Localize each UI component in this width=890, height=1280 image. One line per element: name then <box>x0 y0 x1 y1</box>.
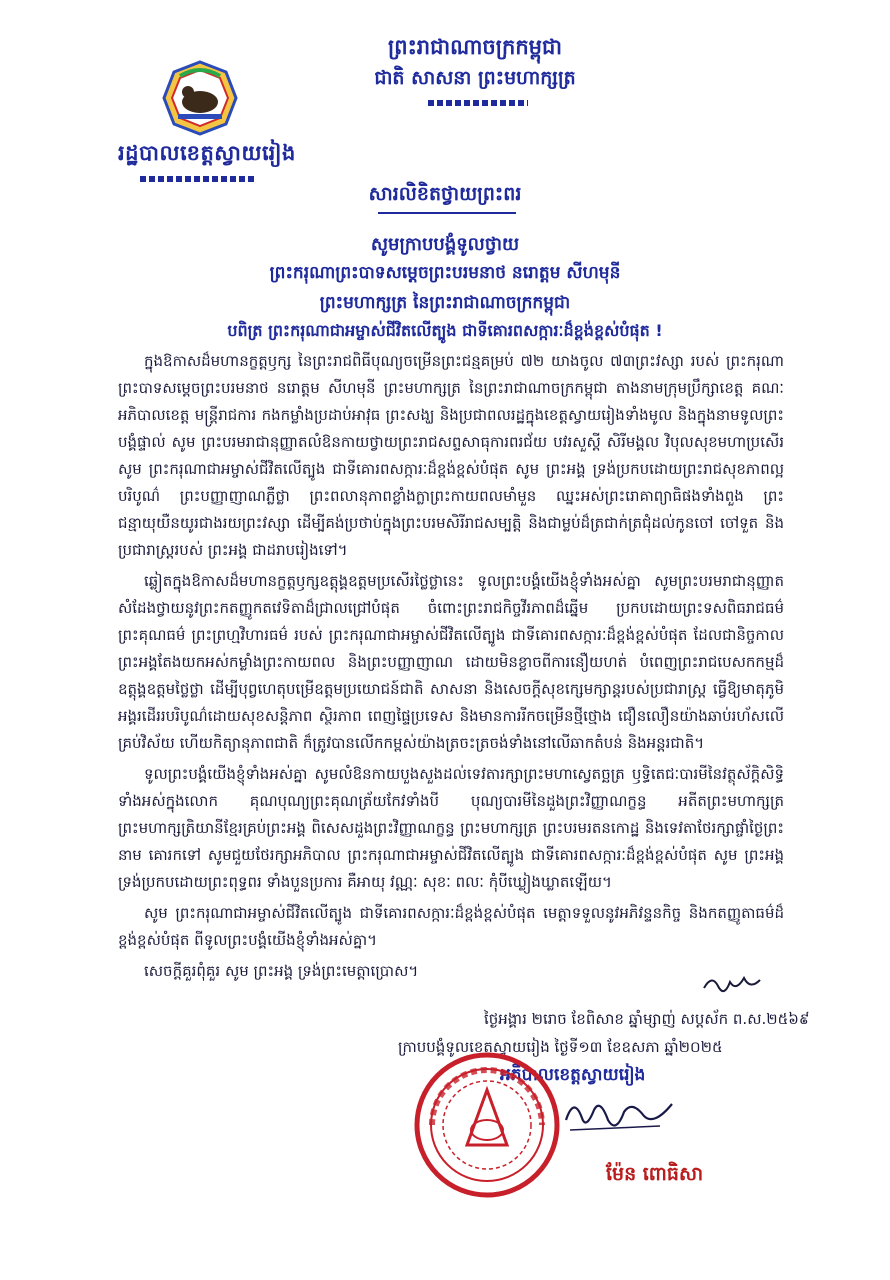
salutation-line-4: បពិត្រ ព្រះករុណាជាអម្ចាស់ជីវិតលើត្បូង ជាទីគោរពសក្ការៈដ៏ខ្ពង់ខ្ពស់បំផុត ! <box>227 321 663 340</box>
signer-title: អភិបាលខេត្តស្វាយរៀង <box>500 1065 646 1085</box>
document-title: សារលិខិតថ្វាយព្រះពរ <box>368 183 522 205</box>
kingdom-heading: ព្រះរាជាណាចក្រកម្ពុជា <box>387 35 562 59</box>
paragraph-2: ឆ្លៀតក្នុងឱកាសដ៏មហានក្ខត្តឫក្សឧត្តុង្គឧត្តមប្រសើរថ្លៃថ្លានេះ ទូលព្រះបង្គំយើងខ្ញុំទាំងអស់គ្នា សូមព្រះបរមរាជានុញ្ញាត សំដែងថ្វាយនូវព្រះកតញ្ញូកតវេទិតាដ៏ជ្រាលជ្រៅបំផុត ចំពោះព្រះរាជកិច្ចវីរភាពដ៏ឆ្នើម ប្រកបដោយព្រះទសពិធរាជធម៌ ព្រះគុណធម៌ ព្រះព្រហ្មវិហារធម៌ របស់ ព្រះករុណាជាអម្ចាស់ជីវិតលើត្បូង ជាទីគោរពសក្ការៈដ៏ខ្ពង់ខ្ពស់បំផុត ដែលជានិច្ចកាលព្រះអង្គតែងយកអស់កម្លាំងព្រះកាយពល និងព្រះបញ្ញាញាណ ដោយមិនខ្លាចពីការនឿយហត់ បំពេញព្រះរាជបេសកកម្មដ៏ឧត្តុង្គឧត្តមថ្លៃថ្លា ដើម្បីបុព្វហេតុបម្រើឧត្តមប្រយោជន៍ជាតិ សាសនា និងសេចក្តីសុខក្សេមក្សាន្តរបស់ប្រជារាស្ត្រ ធ្វើឱ្យមាតុភូមិអង្គរដើររបរិបូណ៌ដោយសុខសន្តិភាព ស្ថិរភាព ពេញផ្ទៃប្រទេស និងមានការរីកចម្រើនថ្មីថ្មោង ជឿនលឿនយ៉ាងឆាប់រហ័សលើគ្រប់វិស័យ ហើយកិត្យានុភាពជាតិ ក៏ត្រូវបានលើកកម្ពស់យ៉ាងត្រចះត្រចង់ទាំងនៅលើឆាកតំបន់ និងអន្តរជាតិ។ <box>118 572 784 752</box>
national-motto: ជាតិ សាសនា ព្រះមហាក្សត្រ <box>374 67 576 89</box>
paragraph-3: ទូលព្រះបង្គំយើងខ្ញុំទាំងអស់គ្នា សូមលំឱនកាយបួងសួងដល់ទេវតារក្សាព្រះមហាស្វេតច្ឆត្រ ឫទ្ធិតេជៈបារមីនៃវត្ថុស័ក្តិសិទ្ធិទាំងអស់ក្នុងលោក គុណបុណ្យព្រះគុណត្រ័យកែវទាំងបី បុណ្យបារមីនៃដួងព្រះវិញ្ញាណក្ខន្ធ អតីតព្រះមហាក្សត្រ ព្រះមហាក្សត្រិយានីខ្មែរគ្រប់ព្រះអង្គ ពិសេសដួងព្រះវិញ្ញាណក្ខន្ធ ព្រះមហាក្សត្រ ព្រះបរមរតនកោដ្ឋ និងទេវតាថែរក្សាផ្ចាំថ្ងៃព្រះនាម គោរកទៅ សូមជួយថែរក្សាអភិបាល ព្រះករុណាជាអម្ចាស់ជីវិតលើត្បូង ជាទីគោរពសក្ការៈដ៏ខ្ពង់ខ្ពស់បំផុត សូម ព្រះអង្គ ទ្រង់ប្រកបដោយព្រះពុទ្ធពរ ទាំងបួនប្រការ គឺអាយុ វណ្ណៈ សុខៈ ពលៈ កុំបីឃ្លៀងឃ្លាតឡើយ។ <box>118 765 784 891</box>
salutation-line-2: ព្រះករុណាព្រះបាទសម្តេចព្រះបរមនាថ នរោត្តម សីហមុនី <box>269 263 621 283</box>
signer-name: ម៉ែន ពោធិសា <box>606 1163 704 1185</box>
organization-name: រដ្ឋបាលខេត្តស្វាយរៀង <box>118 141 296 165</box>
issued-place-date: ក្រាបបង្គំទូលខេត្តស្វាយរៀង ថ្ងៃទី១៣ ខែឧសភា ឆ្នាំ២០២៥ <box>398 1038 723 1056</box>
salutation-line-3: ព្រះមហាក្សត្រ នៃព្រះរាជាណាចក្រកម្ពុជា <box>319 293 571 313</box>
salutation-line-1: សូមក្រាបបង្គំទូលថ្វាយ <box>370 234 520 255</box>
initials-mark-icon <box>700 970 764 996</box>
letter-body <box>118 348 784 989</box>
provincial-emblem-icon <box>160 58 240 138</box>
paragraph-4: សូម ព្រះករុណាជាអម្ចាស់ជីវិតលើត្បូង ជាទីគោរពសក្ការៈដ៏ខ្ពង់ខ្ពស់បំផុត មេត្តាទទួលនូវអភិវន្ទនកិច្ច និងកតញ្ញូតាធម៌ដ៏ខ្ពង់ខ្ពស់បំផុត ពីទូលព្រះបង្គំយើងខ្ញុំទាំងអស់គ្នា។ <box>118 904 784 949</box>
lunar-date: ថ្ងៃអង្គារ ២រោច ខែពិសាខ ឆ្នាំម្សាញ់ សប្តស័ក ព.ស.២៥៦៩ <box>484 1010 810 1028</box>
paragraph-5: សេចក្តីគួរពុំគួរ សូម ព្រះអង្គ ទ្រង់ព្រះមេត្តាប្រោស។ <box>144 962 419 980</box>
title-underline <box>378 212 516 214</box>
official-seal-icon <box>412 1050 562 1200</box>
handwritten-signature-icon <box>560 1090 680 1140</box>
motto-divider <box>428 100 528 106</box>
paragraph-1: ក្នុងឱកាសដ៏មហានក្ខត្តឫក្ស នៃព្រះរាជពិធីបុណ្យចម្រើនព្រះជន្មគម្រប់ ៧២ យាងចូល ៧៣ព្រះវស្សា របស់ ព្រះករុណាព្រះបាទសម្តេចព្រះបរមនាថ នរោត្តម សីហមុនី ព្រះមហាក្សត្រ នៃព្រះរាជាណាចក្រកម្ពុជា តាងនាមក្រុមប្រឹក្សាខេត្ត គណៈអភិបាលខេត្ត មន្ត្រីរាជការ កងកម្លាំងប្រដាប់អាវុធ ព្រះសង្ឃ និងប្រជាពលរដ្ឋក្នុងខេត្តស្វាយរៀងទាំងមូល និងក្នុងនាមទូលព្រះបង្គំផ្ទាល់ សូម ព្រះបរមរាជានុញ្ញាតលំឱនកាយថ្វាយព្រះរាជសព្ទសាធុការពរជ័យ បវរសួស្តី សិរីមង្គល វិបុលសុខមហាប្រសើរ សូម ព្រះករុណាជាអម្ចាស់ជីវិតលើត្បូង ជាទីគោរពសក្ការៈដ៏ខ្ពង់ខ្ពស់បំផុត សូម ព្រះអង្គ ទ្រង់ប្រកបដោយព្រះរាជសុខភាពល្អបរិបូណ៌ ព្រះបញ្ញាញាណភ្លឺថ្លា ព្រះពលានុភាពខ្លាំងក្លាព្រះកាយពលមាំមួន ឈ្នះអស់ព្រះរោគាព្យាធិផងទាំងពួង ព្រះជន្មាយុយឺនយូរជាងរយព្រះវស្សា ដើម្បីគង់ប្រថាប់ក្នុងព្រះបរមសិរីរាជសម្បត្តិ និងជាម្លប់ដ៏ត្រជាក់ត្រជុំដល់កូនចៅ ចៅទួត និងប្រជារាស្ត្ររបស់ ព្រះអង្គ ជាដរាបរៀងទៅ។ <box>118 352 784 559</box>
